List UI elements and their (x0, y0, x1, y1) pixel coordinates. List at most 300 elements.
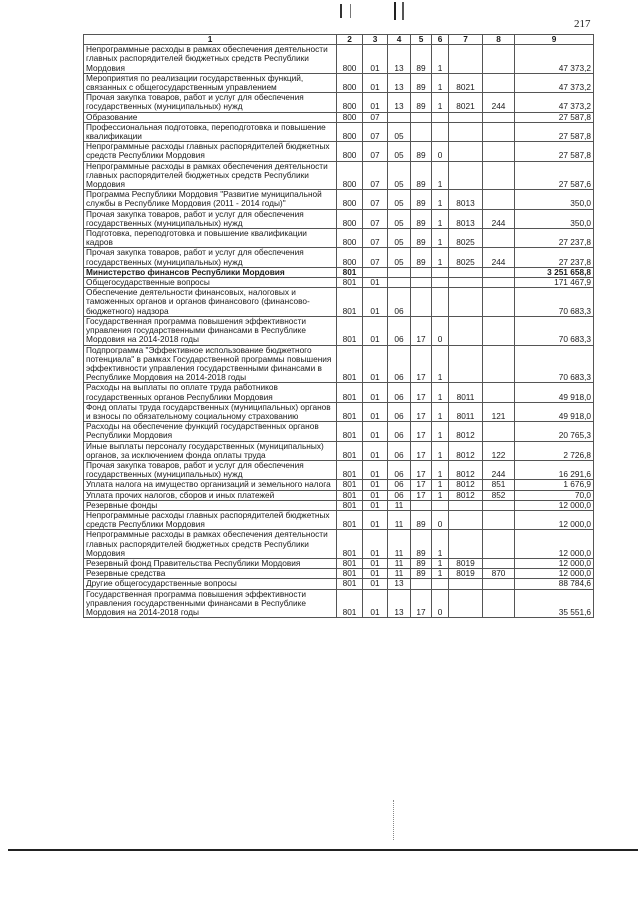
code-cell-c5 (411, 579, 432, 589)
scan-artifact (393, 800, 395, 840)
code-cell-c6 (432, 112, 449, 122)
code-cell-c7: 8021 (449, 73, 483, 92)
code-cell-c4: 11 (388, 500, 411, 510)
table-row (84, 142, 594, 161)
table-row (84, 579, 594, 589)
table-row (84, 267, 594, 277)
code-cell-c2: 801 (337, 267, 363, 277)
code-cell-c4 (388, 278, 411, 288)
code-cell-c8: 244 (483, 460, 515, 479)
code-cell-c8 (483, 510, 515, 529)
code-cell-c3: 01 (363, 510, 388, 529)
code-cell-c6: 1 (432, 93, 449, 112)
code-cell-c3: 07 (363, 190, 388, 209)
code-cell-c3: 01 (363, 480, 388, 490)
code-cell-c8: 244 (483, 93, 515, 112)
code-cell-c6: 1 (432, 229, 449, 248)
amount-cell: 27 237,8 (515, 248, 594, 267)
code-cell-c5: 89 (411, 229, 432, 248)
code-cell-c8: 244 (483, 209, 515, 228)
table-row (84, 460, 594, 479)
code-cell-c2: 801 (337, 383, 363, 402)
table-row (84, 229, 594, 248)
expense-name: Непрограммные расходы главных распорядителей бюджетных средств Республики Мордовия (84, 510, 337, 529)
code-cell-c4: 06 (388, 383, 411, 402)
code-cell-c6: 1 (432, 490, 449, 500)
code-cell-c7 (449, 589, 483, 618)
code-cell-c7 (449, 161, 483, 190)
code-cell-c8 (483, 422, 515, 441)
code-cell-c8: 121 (483, 402, 515, 421)
code-cell-c4: 06 (388, 460, 411, 479)
table-row (84, 248, 594, 267)
table-row (84, 345, 594, 383)
code-cell-c3: 01 (363, 422, 388, 441)
amount-cell: 27 587,8 (515, 142, 594, 161)
code-cell-c2: 801 (337, 530, 363, 559)
code-cell-c3: 01 (363, 460, 388, 479)
code-cell-c4: 05 (388, 248, 411, 267)
column-header: 6 (432, 35, 449, 45)
column-header: 7 (449, 35, 483, 45)
code-cell-c7: 8012 (449, 480, 483, 490)
code-cell-c5: 89 (411, 209, 432, 228)
code-cell-c6: 1 (432, 460, 449, 479)
code-cell-c7 (449, 278, 483, 288)
expense-name: Резервные средства (84, 569, 337, 579)
column-header: 9 (515, 35, 594, 45)
code-cell-c4: 05 (388, 161, 411, 190)
code-cell-c5 (411, 500, 432, 510)
code-cell-c6: 1 (432, 73, 449, 92)
code-cell-c5: 17 (411, 316, 432, 345)
amount-cell: 3 251 658,8 (515, 267, 594, 277)
code-cell-c3: 01 (363, 558, 388, 568)
code-cell-c4: 06 (388, 316, 411, 345)
amount-cell: 47 373,2 (515, 93, 594, 112)
column-header: 4 (388, 35, 411, 45)
table-row (84, 45, 594, 74)
code-cell-c7 (449, 142, 483, 161)
table-row (84, 73, 594, 92)
code-cell-c3: 01 (363, 93, 388, 112)
table-row (84, 93, 594, 112)
code-cell-c4: 06 (388, 490, 411, 500)
code-cell-c2: 801 (337, 316, 363, 345)
code-cell-c2: 801 (337, 422, 363, 441)
table-body (84, 45, 594, 618)
code-cell-c3: 01 (363, 345, 388, 383)
expense-name: Расходы на выплаты по оплате труда работников государственных органов Республики Мордовия (84, 383, 337, 402)
code-cell-c2: 801 (337, 569, 363, 579)
code-cell-c2: 800 (337, 248, 363, 267)
expense-name: Уплата налога на имущество организаций и земельного налога (84, 480, 337, 490)
code-cell-c4: 06 (388, 480, 411, 490)
amount-cell: 12 000,0 (515, 569, 594, 579)
column-header: 8 (483, 35, 515, 45)
code-cell-c4: 13 (388, 73, 411, 92)
code-cell-c8 (483, 558, 515, 568)
amount-cell: 49 918,0 (515, 402, 594, 421)
code-cell-c7: 8013 (449, 190, 483, 209)
expense-name: Прочая закупка товаров, работ и услуг для обеспечения государственных (муниципальных) нужд (84, 93, 337, 112)
code-cell-c3: 01 (363, 45, 388, 74)
code-cell-c5: 17 (411, 345, 432, 383)
code-cell-c4: 11 (388, 510, 411, 529)
code-cell-c5: 17 (411, 402, 432, 421)
amount-cell: 35 551,6 (515, 589, 594, 618)
code-cell-c6 (432, 122, 449, 141)
code-cell-c6 (432, 288, 449, 317)
code-cell-c6: 1 (432, 383, 449, 402)
amount-cell: 12 000,0 (515, 500, 594, 510)
code-cell-c3: 07 (363, 248, 388, 267)
amount-cell: 20 765,3 (515, 422, 594, 441)
code-cell-c3: 01 (363, 569, 388, 579)
expense-name: Образование (84, 112, 337, 122)
code-cell-c5: 17 (411, 460, 432, 479)
code-cell-c7 (449, 122, 483, 141)
code-cell-c2: 800 (337, 161, 363, 190)
table-row (84, 161, 594, 190)
code-cell-c7: 8012 (449, 460, 483, 479)
code-cell-c6: 0 (432, 142, 449, 161)
code-cell-c4: 05 (388, 122, 411, 141)
code-cell-c3: 07 (363, 161, 388, 190)
code-cell-c8 (483, 229, 515, 248)
code-cell-c2: 801 (337, 589, 363, 618)
amount-cell: 350,0 (515, 209, 594, 228)
code-cell-c6: 1 (432, 422, 449, 441)
code-cell-c3: 07 (363, 209, 388, 228)
code-cell-c6: 1 (432, 480, 449, 490)
code-cell-c7 (449, 288, 483, 317)
table-row (84, 122, 594, 141)
code-cell-c4: 13 (388, 45, 411, 74)
code-cell-c4: 11 (388, 569, 411, 579)
code-cell-c5: 17 (411, 490, 432, 500)
code-cell-c8: 244 (483, 248, 515, 267)
code-cell-c6 (432, 267, 449, 277)
code-cell-c2: 801 (337, 510, 363, 529)
column-header: 5 (411, 35, 432, 45)
code-cell-c6: 0 (432, 316, 449, 345)
table-row (84, 589, 594, 618)
code-cell-c3: 01 (363, 402, 388, 421)
code-cell-c4: 06 (388, 422, 411, 441)
code-cell-c7 (449, 510, 483, 529)
code-cell-c3: 01 (363, 278, 388, 288)
code-cell-c4: 05 (388, 229, 411, 248)
code-cell-c2: 801 (337, 500, 363, 510)
amount-cell: 12 000,0 (515, 510, 594, 529)
expense-name: Прочая закупка товаров, работ и услуг для обеспечения государственных (муниципальных) нужд (84, 209, 337, 228)
code-cell-c7: 8012 (449, 422, 483, 441)
code-cell-c5: 89 (411, 93, 432, 112)
code-cell-c3: 07 (363, 142, 388, 161)
expense-name: Государственная программа повышения эффективности управления государственными финансами в Республике Мордовия на 2014-2018 годы (84, 589, 337, 618)
amount-cell: 12 000,0 (515, 558, 594, 568)
code-cell-c2: 800 (337, 73, 363, 92)
code-cell-c5: 89 (411, 161, 432, 190)
amount-cell: 70,0 (515, 490, 594, 500)
table-row (84, 569, 594, 579)
amount-cell: 47 373,2 (515, 45, 594, 74)
code-cell-c4 (388, 112, 411, 122)
table-row (84, 383, 594, 402)
code-cell-c8 (483, 288, 515, 317)
budget-table (83, 34, 594, 618)
amount-cell: 16 291,6 (515, 460, 594, 479)
expense-name: Резервный фонд Правительства Республики Мордовия (84, 558, 337, 568)
expense-name: Непрограммные расходы в рамках обеспечения деятельности главных распорядителей бюджетных средств Республики Мордовия (84, 45, 337, 74)
code-cell-c2: 801 (337, 288, 363, 317)
amount-cell: 27 587,8 (515, 112, 594, 122)
code-cell-c8 (483, 530, 515, 559)
code-cell-c2: 801 (337, 460, 363, 479)
table-header-row (84, 35, 594, 45)
code-cell-c5: 17 (411, 422, 432, 441)
column-header: 2 (337, 35, 363, 45)
amount-cell: 12 000,0 (515, 530, 594, 559)
code-cell-c4: 13 (388, 579, 411, 589)
code-cell-c6: 1 (432, 441, 449, 460)
code-cell-c3: 07 (363, 229, 388, 248)
code-cell-c2: 800 (337, 229, 363, 248)
code-cell-c7 (449, 267, 483, 277)
amount-cell: 350,0 (515, 190, 594, 209)
expense-name: Обеспечение деятельности финансовых, налоговых и таможенных органов и органов финансового (финансово-бюджетного) надзора (84, 288, 337, 317)
code-cell-c8: 852 (483, 490, 515, 500)
code-cell-c4: 05 (388, 190, 411, 209)
code-cell-c3: 01 (363, 490, 388, 500)
code-cell-c7: 8011 (449, 383, 483, 402)
code-cell-c4: 06 (388, 288, 411, 317)
code-cell-c7 (449, 500, 483, 510)
code-cell-c6: 0 (432, 510, 449, 529)
code-cell-c8: 870 (483, 569, 515, 579)
code-cell-c2: 801 (337, 579, 363, 589)
code-cell-c3: 01 (363, 530, 388, 559)
code-cell-c8 (483, 589, 515, 618)
code-cell-c6: 1 (432, 530, 449, 559)
code-cell-c2: 801 (337, 278, 363, 288)
code-cell-c5: 17 (411, 441, 432, 460)
expense-name: Иные выплаты персоналу государственных (муниципальных) органов, за исключением фонда оплаты труда (84, 441, 337, 460)
table-row (84, 441, 594, 460)
code-cell-c6: 1 (432, 248, 449, 267)
code-cell-c4: 05 (388, 209, 411, 228)
table-row (84, 422, 594, 441)
expense-name: Министерство финансов Республики Мордовия (84, 267, 337, 277)
code-cell-c6: 1 (432, 402, 449, 421)
code-cell-c2: 801 (337, 558, 363, 568)
code-cell-c2: 800 (337, 209, 363, 228)
amount-cell: 49 918,0 (515, 383, 594, 402)
code-cell-c5 (411, 278, 432, 288)
code-cell-c4: 06 (388, 345, 411, 383)
code-cell-c8 (483, 345, 515, 383)
expense-name: Подготовка, переподготовка и повышение квалификации кадров (84, 229, 337, 248)
amount-cell: 88 784,6 (515, 579, 594, 589)
code-cell-c5 (411, 267, 432, 277)
code-cell-c7 (449, 579, 483, 589)
code-cell-c2: 800 (337, 45, 363, 74)
code-cell-c5: 89 (411, 510, 432, 529)
code-cell-c7: 8025 (449, 229, 483, 248)
amount-cell: 27 587,6 (515, 161, 594, 190)
amount-cell: 70 683,3 (515, 316, 594, 345)
code-cell-c8 (483, 73, 515, 92)
table-row (84, 510, 594, 529)
code-cell-c3: 01 (363, 500, 388, 510)
code-cell-c8 (483, 142, 515, 161)
code-cell-c5: 89 (411, 45, 432, 74)
code-cell-c2: 800 (337, 122, 363, 141)
table-row (84, 490, 594, 500)
code-cell-c2: 801 (337, 480, 363, 490)
table-row (84, 558, 594, 568)
code-cell-c8 (483, 278, 515, 288)
expense-name: Программа Республики Мордовия "Развитие муниципальной службы в Республике Мордовия (2011 - 2014 годы)" (84, 190, 337, 209)
code-cell-c3 (363, 267, 388, 277)
table-row (84, 530, 594, 559)
code-cell-c8 (483, 122, 515, 141)
expense-name: Прочая закупка товаров, работ и услуг для обеспечения государственных (муниципальных) нужд (84, 460, 337, 479)
code-cell-c6: 1 (432, 209, 449, 228)
code-cell-c2: 800 (337, 142, 363, 161)
code-cell-c3: 07 (363, 112, 388, 122)
code-cell-c2: 801 (337, 402, 363, 421)
code-cell-c7 (449, 345, 483, 383)
code-cell-c4: 13 (388, 93, 411, 112)
code-cell-c8 (483, 383, 515, 402)
code-cell-c3: 01 (363, 383, 388, 402)
expense-name: Непрограммные расходы в рамках обеспечения деятельности главных распорядителей бюджетных средств Республики Мордовия (84, 530, 337, 559)
code-cell-c7 (449, 112, 483, 122)
expense-name: Другие общегосударственные вопросы (84, 579, 337, 589)
amount-cell: 1 676,9 (515, 480, 594, 490)
amount-cell: 70 683,3 (515, 288, 594, 317)
amount-cell: 47 373,2 (515, 73, 594, 92)
code-cell-c5 (411, 112, 432, 122)
code-cell-c6: 1 (432, 190, 449, 209)
expense-name: Резервные фонды (84, 500, 337, 510)
code-cell-c7: 8019 (449, 558, 483, 568)
table-row (84, 190, 594, 209)
code-cell-c3: 07 (363, 122, 388, 141)
code-cell-c6: 1 (432, 161, 449, 190)
binding-mark (394, 2, 404, 20)
table-row (84, 112, 594, 122)
code-cell-c2: 801 (337, 490, 363, 500)
code-cell-c7 (449, 316, 483, 345)
code-cell-c6 (432, 500, 449, 510)
code-cell-c4: 13 (388, 589, 411, 618)
code-cell-c7: 8025 (449, 248, 483, 267)
table-row (84, 480, 594, 490)
column-header: 3 (363, 35, 388, 45)
code-cell-c5: 17 (411, 480, 432, 490)
code-cell-c4: 05 (388, 142, 411, 161)
code-cell-c4 (388, 267, 411, 277)
code-cell-c3: 01 (363, 579, 388, 589)
expense-name: Подпрограмма "Эффективное использование бюджетного потенциала" в рамках Государственной программы повышения эффективности управления государственными финансами в Республике Мордовия на 2014-2018 годы (84, 345, 337, 383)
code-cell-c4: 06 (388, 441, 411, 460)
code-cell-c7: 8013 (449, 209, 483, 228)
amount-cell: 171 467,9 (515, 278, 594, 288)
code-cell-c8 (483, 500, 515, 510)
code-cell-c3: 01 (363, 441, 388, 460)
code-cell-c5: 17 (411, 383, 432, 402)
expense-name: Непрограммные расходы в рамках обеспечения деятельности главных распорядителей бюджетных средств Республики Мордовия (84, 161, 337, 190)
code-cell-c5: 89 (411, 190, 432, 209)
expense-name: Фонд оплаты труда государственных (муниципальных) органов и взносы по обязательному социальному страхованию (84, 402, 337, 421)
code-cell-c5: 89 (411, 558, 432, 568)
table-row (84, 288, 594, 317)
column-header: 1 (84, 35, 337, 45)
code-cell-c8 (483, 579, 515, 589)
expense-name: Государственная программа повышения эффективности управления государственными финансами в Республике Мордовия на 2014-2018 годы (84, 316, 337, 345)
expense-name: Расходы на обеспечение функций государственных органов Республики Мордовия (84, 422, 337, 441)
code-cell-c6 (432, 579, 449, 589)
code-cell-c7: 8011 (449, 402, 483, 421)
code-cell-c7 (449, 45, 483, 74)
code-cell-c3: 01 (363, 288, 388, 317)
code-cell-c3: 01 (363, 316, 388, 345)
code-cell-c5: 89 (411, 142, 432, 161)
code-cell-c3: 01 (363, 73, 388, 92)
code-cell-c6 (432, 278, 449, 288)
code-cell-c2: 800 (337, 190, 363, 209)
page-number: 217 (574, 18, 591, 30)
code-cell-c5: 89 (411, 530, 432, 559)
expense-name: Общегосударственные вопросы (84, 278, 337, 288)
code-cell-c7: 8019 (449, 569, 483, 579)
table-row (84, 209, 594, 228)
amount-cell: 27 237,8 (515, 229, 594, 248)
code-cell-c6: 1 (432, 45, 449, 74)
code-cell-c2: 801 (337, 441, 363, 460)
code-cell-c3: 01 (363, 589, 388, 618)
code-cell-c8 (483, 190, 515, 209)
expense-name: Прочая закупка товаров, работ и услуг для обеспечения государственных (муниципальных) нужд (84, 248, 337, 267)
code-cell-c5: 89 (411, 569, 432, 579)
code-cell-c4: 11 (388, 558, 411, 568)
table-row (84, 278, 594, 288)
table-row (84, 402, 594, 421)
code-cell-c5: 89 (411, 248, 432, 267)
code-cell-c6: 0 (432, 589, 449, 618)
expense-name: Мероприятия по реализации государственных функций, связанных с общегосударственным управлением (84, 73, 337, 92)
amount-cell: 2 726,8 (515, 441, 594, 460)
code-cell-c8 (483, 112, 515, 122)
code-cell-c2: 800 (337, 112, 363, 122)
code-cell-c8 (483, 267, 515, 277)
expense-name: Уплата прочих налогов, сборов и иных платежей (84, 490, 337, 500)
code-cell-c2: 801 (337, 345, 363, 383)
expense-name: Профессиональная подготовка, переподготовка и повышение квалификации (84, 122, 337, 141)
code-cell-c7: 8012 (449, 441, 483, 460)
code-cell-c4: 06 (388, 402, 411, 421)
code-cell-c8 (483, 316, 515, 345)
amount-cell: 70 683,3 (515, 345, 594, 383)
code-cell-c2: 800 (337, 93, 363, 112)
code-cell-c5 (411, 288, 432, 317)
code-cell-c6: 1 (432, 345, 449, 383)
page-bottom-rule (8, 849, 638, 851)
table-row (84, 316, 594, 345)
